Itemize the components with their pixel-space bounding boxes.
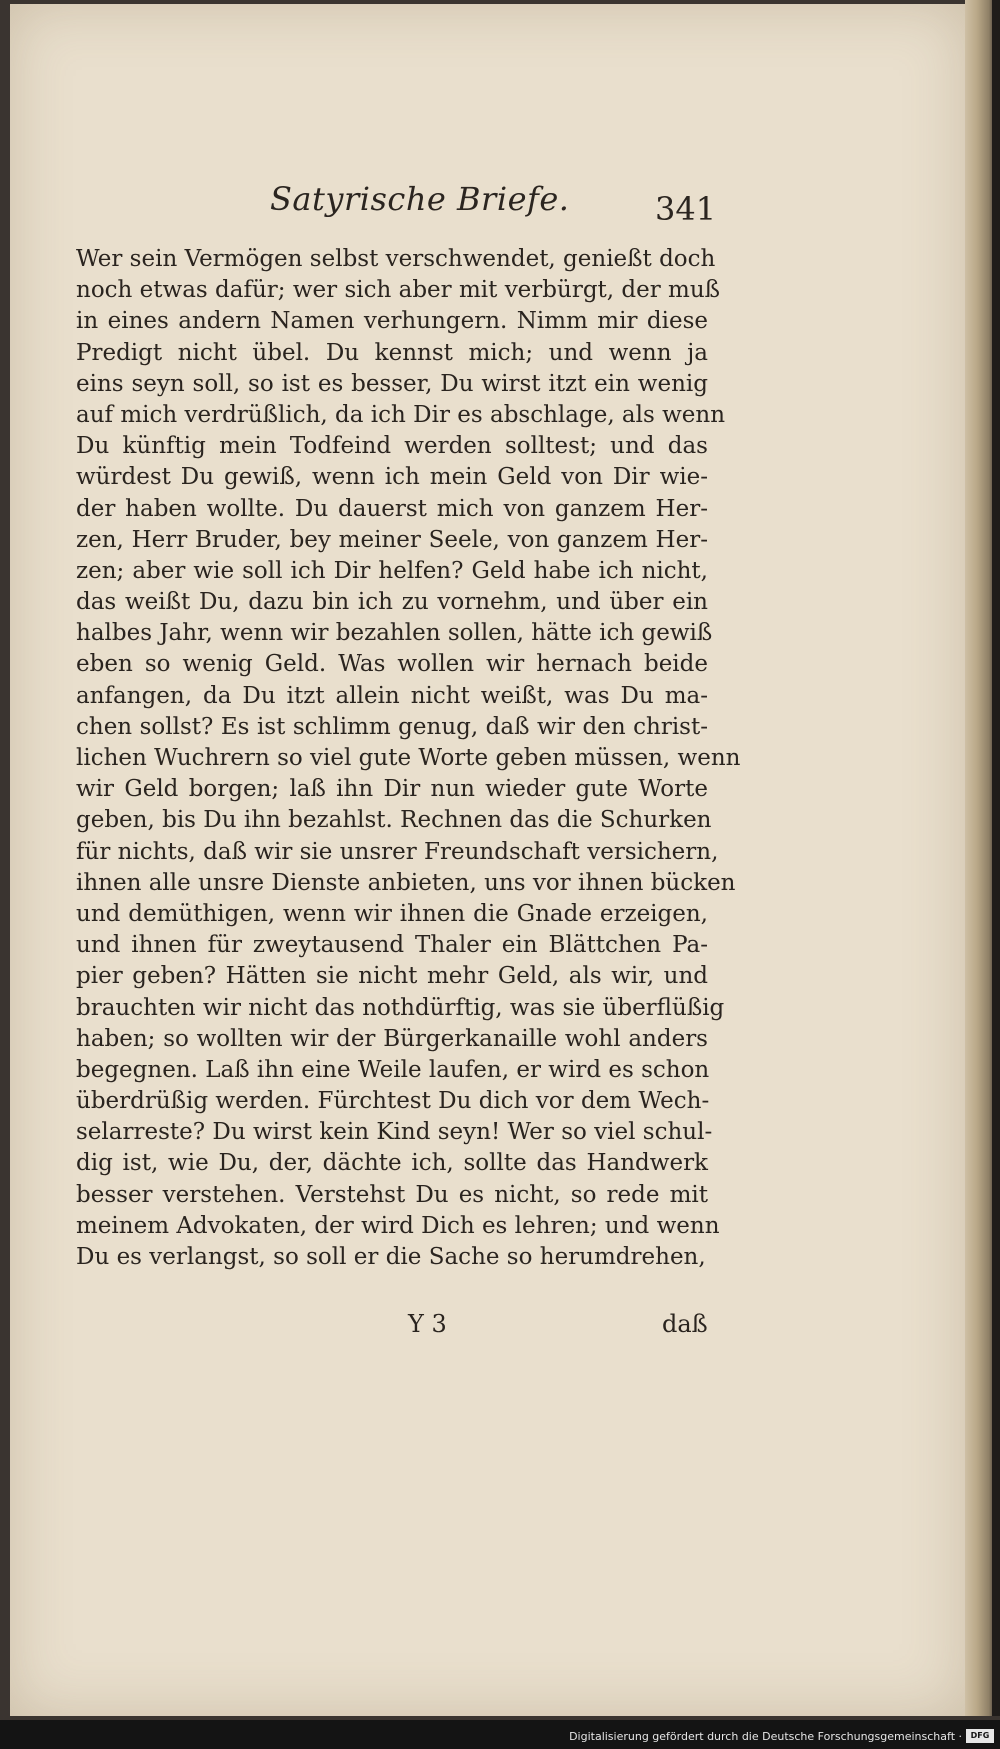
text-line: und demüthigen, wenn wir ihnen die Gnade erzeigen, [76,900,708,927]
text-line: halbes Jahr, wenn wir bezahlen sollen, hätte ich gewiß [76,620,713,647]
text-line: Wer sein Vermögen selbst verschwendet, genießt doch [76,246,716,272]
text-line: lichen Wuchrern so viel gute Worte geben müssen, wenn [76,745,741,771]
page-edges [965,0,995,1716]
text-line: selarreste? Du wirst kein Kind seyn! Wer so viel schul- [76,1119,713,1146]
text-line: zen; aber wie soll ich Dir helfen? Geld habe ich nicht, [76,557,708,584]
text-line: Predigt nicht übel. Du kennst mich; und wenn ja [76,339,708,366]
text-line: ihnen alle unsre Dienste anbieten, uns vor ihnen bücken [76,869,736,896]
dfg-logo-icon: DFG [966,1729,994,1743]
text-line: begegnen. Laß ihn eine Weile laufen, er wird es schon [76,1056,710,1083]
digitization-credit: Digitalisierung gefördert durch die Deutsche Forschungsgemeinschaft · [569,1730,962,1743]
text-line: eins seyn soll, so ist es besser, Du wirst itzt ein wenig [76,370,708,397]
text-line: chen sollst? Es ist schlimm genug, daß wir den christ- [76,713,708,740]
text-line: geben, bis Du ihn bezahlst. Rechnen das die Schurken [76,807,712,834]
text-line: eben so wenig Geld. Was wollen wir hernach beide [76,651,708,678]
signature-mark: Y 3 [408,1310,447,1338]
page-header [270,180,710,220]
text-line: noch etwas dafür; wer sich aber mit verbürgt, der muß [76,277,721,304]
text-line: pier geben? Hätten sie nicht mehr Geld, als wir, und [76,963,708,990]
body-text [76,244,741,1273]
text-line: würdest Du gewiß, wenn ich mein Geld von Dir wie- [76,464,708,491]
text-line: dig ist, wie Du, der, dächte ich, sollte das Handwerk [76,1150,708,1177]
book-page [10,4,965,1716]
text-line: der haben wollte. Du dauerst mich von ganzem Her- [76,495,708,522]
text-line: Du es verlangst, so soll er die Sache so herumdrehen, [76,1244,706,1270]
text-line: meinem Advokaten, der wird Dich es lehren; und wenn [76,1212,720,1239]
text-line: in eines andern Namen verhungern. Nimm mir diese [76,308,708,335]
catchword: daß [662,1310,708,1338]
text-line: das weißt Du, dazu bin ich zu vornehm, und über ein [76,589,708,616]
text-line: haben; so wollten wir der Bürgerkanaille wohl anders [76,1025,708,1052]
running-title: Satyrische Briefe. [270,180,570,218]
text-line: für nichts, daß wir sie unsrer Freundschaft versichern, [76,838,719,865]
text-line: besser verstehen. Verstehst Du es nicht, so rede mit [76,1181,708,1208]
text-line: zen, Herr Bruder, bey meiner Seele, von ganzem Her- [76,526,708,553]
text-line: anfangen, da Du itzt allein nicht weißt, was Du ma- [76,682,708,709]
text-line: Du künftig mein Todfeind werden solltest; und das [76,433,708,460]
page-number: 341 [655,190,717,228]
text-line: brauchten wir nicht das nothdürftig, was sie überflüßig [76,994,725,1021]
text-line: und ihnen für zweytausend Thaler ein Blättchen Pa- [76,932,708,959]
text-line: überdrüßig werden. Fürchtest Du dich vor dem Wech- [76,1088,710,1115]
book-cover-edge [992,0,1000,1716]
text-line: auf mich verdrüßlich, da ich Dir es abschlage, als wenn [76,401,726,428]
text-line: wir Geld borgen; laß ihn Dir nun wieder gute Worte [76,776,708,803]
